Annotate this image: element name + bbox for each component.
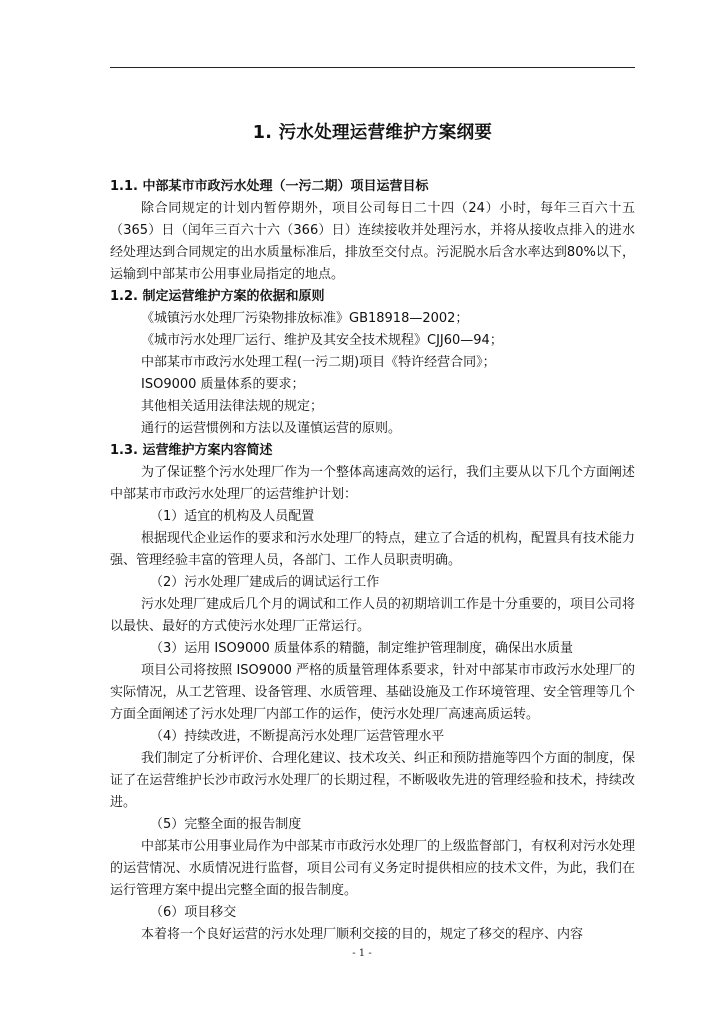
subsection-title: （4）持续改进，不断提高污水处理厂运营管理水平 xyxy=(150,729,445,744)
subsection-text: 污水处理厂建成后几个月的调试和工作人员的初期培训工作是十分重要的，项目公司将以最快、最好的方式使污水处理厂正常运行。 xyxy=(110,597,636,634)
header-rule xyxy=(110,67,635,68)
basis-item: 《城镇污水处理厂污染物排放标准》GB18918—2002； xyxy=(141,311,469,326)
basis-item: 《城市污水处理厂运行、维护及其安全技术规程》CJJ60—94； xyxy=(141,333,503,348)
basis-item: 通行的运营惯例和方法以及谨慎运营的原则。 xyxy=(141,421,402,436)
subsection-title: （5）完整全面的报告制度 xyxy=(150,817,302,832)
subsection-title: （1）适宜的机构及人员配置 xyxy=(150,509,315,524)
subsection-title: （6）项目移交 xyxy=(150,905,237,920)
subsection-text: 本着将一个良好运营的污水处理厂顺利交接的目的，规定了移交的程序、内容 xyxy=(141,927,584,942)
section-heading-1-1: 1.1. 中部某市市政污水处理（一污二期）项目运营目标 xyxy=(110,179,429,194)
section-1-3-intro: 为了保证整个污水处理厂作为一个整体高速高效的运行，我们主要从以下几个方面阐述中部某市市政污水处理厂的运营维护计划： xyxy=(110,465,636,502)
basis-item: 其他相关适用法律法规的规定； xyxy=(141,399,324,414)
subsection-text: 根据现代企业运作的要求和污水处理厂的特点，建立了合适的机构，配置具有技术能力强、管理经验丰富的管理人员，各部门、工作人员职责明确。 xyxy=(110,531,636,568)
subsection-text: 我们制定了分析评价、合理化建议、技术攻关、纠正和预防措施等四个方面的制度，保证了在运营维护长沙市政污水处理厂的长期过程，不断吸收先进的管理经验和技术，持续改进。 xyxy=(110,751,636,810)
subsection-text: 项目公司将按照 ISO9000 严格的质量管理体系要求，针对中部某市市政污水处理厂的实际情况，从工艺管理、设备管理、水质管理、基础设施及工作环境管理、安全管理等几个方面全面阐述了污水处理厂内部工作的运作，使污水处理厂高速高质运转。 xyxy=(110,663,635,722)
section-1-1-paragraph: 除合同规定的计划内暂停期外，项目公司每日二十四（24）小时，每年三百六十五（365）日（闰年三百六十六（366）日）连续接收并处理污水，并将从接收点排入的进水经处理达到合同规定的出水质量标准后，排放至交付点。污泥脱水后含水率达到80%以下，运输到中部某市公用事业局指定的地点。 xyxy=(110,201,635,282)
document-body xyxy=(110,118,635,946)
basis-item: ISO9000 质量体系的要求； xyxy=(141,377,305,392)
subsection-text: 中部某市公用事业局作为中部某市市政污水处理厂的上级监督部门，有权利对污水处理的运营情况、水质情况进行监督，项目公司有义务定时提供相应的技术文件，为此，我们在运行管理方案中提出完整全面的报告制度。 xyxy=(110,839,636,898)
section-heading-1-2: 1.2. 制定运营维护方案的依据和原则 xyxy=(110,289,325,304)
subsection-title: （2）污水处理厂建成后的调试运行工作 xyxy=(150,575,380,590)
section-heading-1-3: 1.3. 运营维护方案内容简述 xyxy=(110,443,273,458)
document-title: 1. 污水处理运营维护方案纲要 xyxy=(252,123,493,143)
basis-item: 中部某市市政污水处理工程(一污二期)项目《特许经营合同》； xyxy=(141,355,496,370)
page-number: - 1 - xyxy=(352,948,372,959)
subsection-title: （3）运用 ISO9000 质量体系的精髓，制定维护管理制度，确保出水质量 xyxy=(150,641,573,656)
